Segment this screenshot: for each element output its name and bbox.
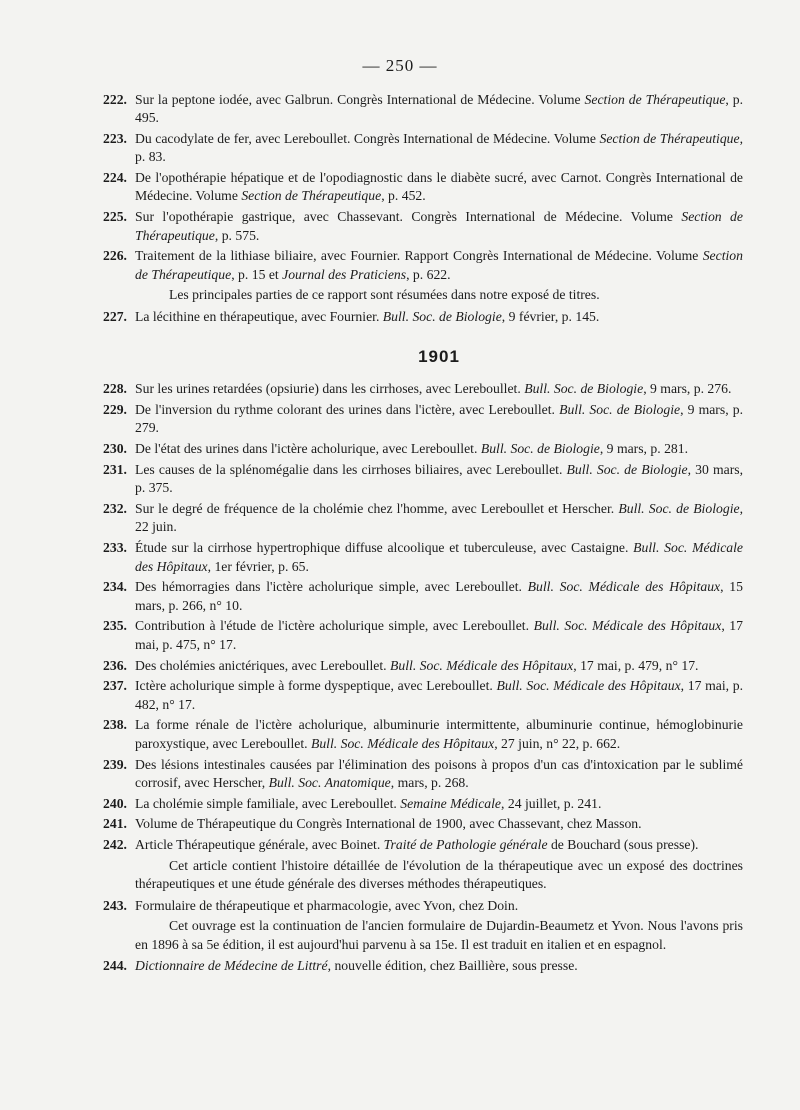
entry-note: Cet ouvrage est la continuation de l'ancien formulaire de Dujardin-Beaumetz et Yvon. Nous l'avons pris en 1896 à sa 5e édition, il est aujourd'hui parvenu à sa 15e. Il est traduit en italien et en espagnol. xyxy=(135,918,743,952)
entry-number: 227. xyxy=(103,308,127,324)
entry-publication: Section de Thérapeutique xyxy=(599,131,740,147)
entry-reference: , p. 575. xyxy=(214,227,260,243)
entry-publication: Bull. Soc. de Biologie xyxy=(480,441,600,457)
bibliography-entry xyxy=(103,208,743,245)
entry-reference: , 9 mars, p. 281. xyxy=(599,441,689,457)
entry-number: 232. xyxy=(103,501,127,517)
entry-number: 237. xyxy=(103,678,127,694)
entry-reference: , 15 mars, p. 266, n° 10. xyxy=(135,579,743,613)
entry-text: Sur l'opothérapie gastrique, avec Chassevant. Congrès International de Médecine. Volume xyxy=(135,209,682,225)
entry-text: De l'état des urines dans l'ictère acholurique, avec Lereboullet. xyxy=(135,441,481,457)
entry-reference: , 17 mai, p. 482, n° 17. xyxy=(135,678,743,712)
entry-text: Sur les urines retardées (opsiurie) dans les cirrhoses, avec Lereboullet. xyxy=(135,381,525,397)
entry-publication: Semaine Médicale xyxy=(400,795,501,811)
bibliography-entry xyxy=(103,440,743,458)
entry-text: Des lésions intestinales causées par l'élimination des poisons à propos d'un cas d'intoxication par le sublimé corrosif, avec Herscher, xyxy=(135,756,743,790)
entry-number: 244. xyxy=(103,957,127,973)
entry-number: 241. xyxy=(103,816,127,832)
entry-number: 239. xyxy=(103,756,127,772)
entry-reference: , p. 452. xyxy=(381,188,426,204)
entry-text: Article Thérapeutique générale, avec Boinet. xyxy=(135,837,384,853)
entry-text: Traitement de la lithiase biliaire, avec Fournier. Rapport Congrès International de Médecine. Volume xyxy=(135,248,703,264)
bibliography-entry xyxy=(103,795,743,813)
bibliography-entry xyxy=(103,836,743,854)
entry-publication: Section de Thérapeutique xyxy=(135,248,743,282)
entry-text: Contribution à l'étude de l'ictère acholurique simple, avec Lereboullet. xyxy=(135,618,534,634)
entry-publication: Bull. Soc. de Biologie xyxy=(618,501,740,517)
entry-text: La cholémie simple familiale, avec Lereboullet. xyxy=(135,795,401,811)
entry-publication: Bull. Soc. Médicale des Hôpitaux xyxy=(390,657,574,673)
entry-text: Les causes de la splénomégalie dans les cirrhoses biliaires, avec Lereboullet. xyxy=(135,462,567,478)
page-number: — 250 — xyxy=(362,56,438,75)
entry-number: 243. xyxy=(103,897,127,913)
bibliography-entry xyxy=(103,716,743,753)
entry-publication: Dictionnaire de Médecine de Littré xyxy=(135,957,328,973)
entry-text: La forme rénale de l'ictère acholurique, albuminurie intermittente, albuminurie continue, hémoglobinurie paroxystique, avec Lereboullet. xyxy=(135,717,743,751)
entry-publication: Bull. Soc. de Biologie xyxy=(559,402,681,418)
entry-publication: Traité de Pathologie générale xyxy=(383,837,548,853)
entry-publication: Bull. Soc. Médicale des Hôpitaux xyxy=(496,678,681,694)
entry-reference: , 27 juin, n° 22, p. 662. xyxy=(494,735,621,751)
entry-publication: Bull. Soc. de Biologie xyxy=(566,462,688,478)
bibliography-entry xyxy=(103,401,743,438)
year-heading: 1901 xyxy=(418,347,460,367)
entry-publication: Section de Thérapeutique xyxy=(135,209,743,243)
bibliography-entry xyxy=(103,247,743,284)
entry-publication-2: Journal des Praticiens xyxy=(282,266,407,282)
entry-text: Des cholémies anictériques, avec Lereboullet. xyxy=(135,657,391,673)
entry-reference: , 30 mars, p. 375. xyxy=(135,462,743,496)
entry-publication: Section de Thérapeutique xyxy=(241,188,382,204)
entry-text: Sur la peptone iodée, avec Galbrun. Congrès International de Médecine. Volume xyxy=(135,92,585,107)
entry-number: 236. xyxy=(103,657,127,673)
entry-reference: , 9 mars, p. 279. xyxy=(135,402,743,436)
entry-number: 234. xyxy=(103,579,127,595)
entry-number: 230. xyxy=(103,441,127,457)
bibliography-entry xyxy=(103,897,743,915)
entry-reference: , 9 février, p. 145. xyxy=(501,308,600,324)
entry-publication: Bull. Soc. de Biologie xyxy=(382,308,502,324)
bibliography-entry xyxy=(103,91,743,128)
bibliography-entry xyxy=(103,677,743,714)
entry-publication: Bull. Soc. de Biologie xyxy=(524,381,644,397)
entry-reference: , 17 mai, p. 479, n° 17. xyxy=(573,657,699,673)
entry-text: De l'opothérapie hépatique et de l'opodiagnostic dans le diabète sucré, avec Carnot. Congrès International de Médecine. Volume xyxy=(135,170,743,204)
entry-publication: Bull. Soc. Médicale des Hôpitaux xyxy=(533,618,722,634)
entry-number: 223. xyxy=(103,131,127,147)
entry-number: 242. xyxy=(103,837,127,853)
entry-reference: , mars, p. 268. xyxy=(390,774,469,790)
entry-reference: , 24 juillet, p. 241. xyxy=(501,795,602,811)
bibliography-entry xyxy=(103,308,743,326)
entry-number: 238. xyxy=(103,717,127,733)
entry-number: 222. xyxy=(103,92,127,107)
entry-text: Étude sur la cirrhose hypertrophique diffuse alcoolique et tuberculeuse, avec Castaigne. xyxy=(135,540,634,556)
entry-note: Cet article contient l'histoire détaillée de l'évolution de la thérapeutique avec un exposé des doctrines thérapeutiques et une étude générale des diverses méthodes thérapeutiques. xyxy=(135,857,743,892)
entry-reference: , 1er février, p. 65. xyxy=(207,558,309,574)
bibliography-entry xyxy=(103,815,743,833)
entry-reference: , p. 495. xyxy=(135,92,744,126)
entry-text: De l'inversion du rythme colorant des urines dans l'ictère, avec Lereboullet. xyxy=(135,402,560,418)
entry-publication: Bull. Soc. Médicale des Hôpitaux xyxy=(310,735,495,751)
entry-text: Des hémorragies dans l'ictère acholurique simple, avec Lereboullet. xyxy=(135,579,528,595)
entry-reference: , p. 15 et xyxy=(231,266,283,282)
entry-reference: , p. 83. xyxy=(135,131,744,165)
entry-reference: , 17 mai, p. 475, n° 17. xyxy=(135,618,743,652)
bibliography-entry xyxy=(103,461,743,498)
entry-text: Du cacodylate de fer, avec Lereboullet. Congrès International de Médecine. Volume xyxy=(135,131,600,147)
entry-publication: Section de Thérapeutique xyxy=(584,92,726,107)
bibliography-entry xyxy=(103,169,743,206)
entry-publication: Bull. Soc. Anatomique xyxy=(268,774,391,790)
entry-number: 240. xyxy=(103,795,127,811)
entry-text: Ictère acholurique simple à forme dyspeptique, avec Lereboullet. xyxy=(135,678,497,694)
entry-reference-2: , p. 622. xyxy=(406,266,451,282)
bibliography-entry xyxy=(103,657,743,675)
entry-publication: Bull. Soc. Médicale des Hôpitaux xyxy=(135,540,743,574)
entry-note: Les principales parties de ce rapport sont résumées dans notre exposé de titres. xyxy=(169,287,600,303)
bibliography-entry xyxy=(103,130,743,167)
entry-text: Sur le degré de fréquence de la cholémie chez l'homme, avec Lereboullet et Herscher. xyxy=(135,501,619,517)
bibliography-entry xyxy=(103,539,743,576)
entry-number: 233. xyxy=(103,540,127,556)
entry-publication: Bull. Soc. Médicale des Hôpitaux xyxy=(527,579,721,595)
entry-reference: , 9 mars, p. 276. xyxy=(643,381,732,397)
bibliography-entry xyxy=(103,756,743,793)
entry-number: 231. xyxy=(103,462,127,478)
bibliography-entry xyxy=(103,380,743,398)
entry-number: 229. xyxy=(103,402,127,418)
entry-number: 228. xyxy=(103,381,127,397)
entry-reference: , 22 juin. xyxy=(135,501,743,535)
bibliography-entry xyxy=(103,957,743,975)
bibliography-entry xyxy=(103,500,743,537)
entry-reference: , nouvelle édition, chez Baillière, sous presse. xyxy=(327,957,578,973)
bibliography-entry xyxy=(103,578,743,615)
entry-text: Formulaire de thérapeutique et pharmacologie, avec Yvon, chez Doin. xyxy=(135,897,519,913)
entry-number: 235. xyxy=(103,618,127,634)
entry-text: Volume de Thérapeutique du Congrès International de 1900, avec Chassevant, chez Masson. xyxy=(135,816,642,832)
bibliography-entry xyxy=(103,617,743,654)
entry-reference: de Bouchard (sous presse). xyxy=(547,837,699,853)
entry-number: 226. xyxy=(103,248,127,264)
entry-number: 225. xyxy=(103,209,127,225)
entry-text: La lécithine en thérapeutique, avec Fournier. xyxy=(135,308,383,324)
bibliography-list xyxy=(103,91,743,978)
entry-number: 224. xyxy=(103,170,127,186)
